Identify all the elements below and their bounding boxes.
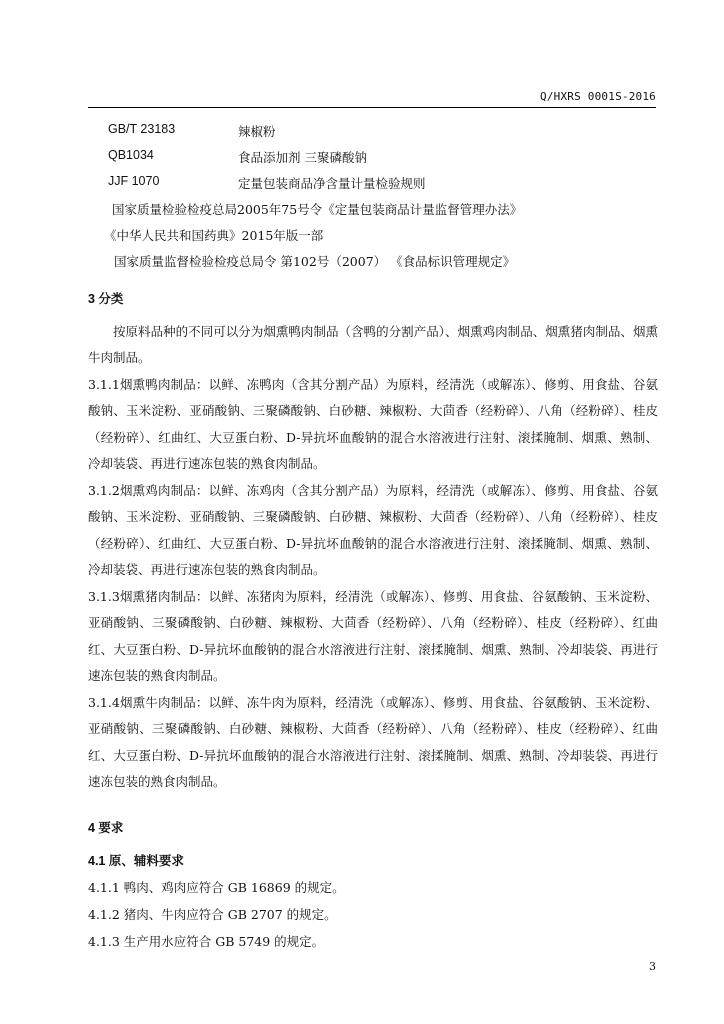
header-rule — [88, 107, 656, 108]
reference-name: 辣椒粉 — [238, 124, 276, 139]
paragraph: 3.1.3烟熏猪肉制品：以鲜、冻猪肉为原料，经清洗（或解冻）、修剪、用食盐、谷氨酸钠、玉米淀粉、亚硝酸钠、三聚磷酸钠、白砂糖、辣椒粉、大茴香（经粉碎）、八角（经粉碎）、桂皮（经粉碎）、红曲红、大豆蛋白粉、D-异抗坏血酸钠的混合水溶液进行注射、滚揉腌制、烟熏、熟制、冷却装袋、再进行速冻包装的熟食肉制品。 — [88, 589, 658, 684]
reference-code: QB1034 — [108, 148, 154, 162]
subsection-heading: 4.1 原、辅料要求 — [88, 854, 184, 868]
reference-name: 食品添加剂 三聚磷酸钠 — [238, 150, 367, 165]
regulation-reference: 国家质量检验检疫总局2005年75号令《定量包装商品计量监督管理办法》 — [112, 202, 523, 217]
page-number: 3 — [649, 960, 656, 973]
section-heading: 3 分类 — [88, 292, 124, 306]
paragraph: 3.1.1烟熏鸭肉制品：以鲜、冻鸭肉（含其分割产品）为原料，经清洗（或解冻）、修剪、用食盐、谷氨酸钠、玉米淀粉、亚硝酸钠、三聚磷酸钠、白砂糖、辣椒粉、大茴香（经粉碎）、八角（经粉碎）、桂皮（经粉碎）、红曲红、大豆蛋白粉、D-异抗坏血酸钠的混合水溶液进行注射、滚揉腌制、烟熏、熟制、冷却装袋、再进行速冻包装的熟食肉制品。 — [88, 377, 658, 472]
paragraph: 3.1.2烟熏鸡肉制品：以鲜、冻鸡肉（含其分割产品）为原料，经清洗（或解冻）、修剪、用食盐、谷氨酸钠、玉米淀粉、亚硝酸钠、三聚磷酸钠、白砂糖、辣椒粉、大茴香（经粉碎）、八角（经粉碎）、桂皮（经粉碎）、红曲红、大豆蛋白粉、D-异抗坏血酸钠的混合水溶液进行注射、滚揉腌制、烟熏、熟制、冷却装袋、再进行速冻包装的熟食肉制品。 — [88, 483, 658, 578]
reference-code: GB/T 23183 — [108, 122, 176, 136]
regulation-reference: 《中华人民共和国药典》2015年版一部 — [104, 228, 324, 243]
paragraph: 3.1.4烟熏牛肉制品：以鲜、冻牛肉为原料，经清洗（或解冻）、修剪、用食盐、谷氨酸钠、玉米淀粉、亚硝酸钠、三聚磷酸钠、白砂糖、辣椒粉、大茴香（经粉碎）、八角（经粉碎）、桂皮（经粉碎）、红曲红、大豆蛋白粉、D-异抗坏血酸钠的混合水溶液进行注射、滚揉腌制、烟熏、熟制、冷却装袋、再进行速冻包装的熟食肉制品。 — [88, 695, 658, 790]
requirement-item: 4.1.1 鸭肉、鸡肉应符合 GB 16869 的规定。 — [88, 880, 345, 895]
requirement-item: 4.1.2 猪肉、牛肉应符合 GB 2707 的规定。 — [88, 907, 337, 922]
standard-code-header: Q/HXRS 0001S-2016 — [540, 90, 656, 103]
paragraph: 按原料品种的不同可以分为烟熏鸭肉制品（含鸭的分割产品）、烟熏鸡肉制品、烟熏猪肉制品、烟熏牛肉制品。 — [88, 324, 658, 366]
requirement-item: 4.1.3 生产用水应符合 GB 5749 的规定。 — [88, 934, 325, 949]
section-heading: 4 要求 — [88, 821, 124, 835]
reference-name: 定量包装商品净含量计量检验规则 — [238, 176, 426, 191]
reference-code: JJF 1070 — [108, 174, 160, 188]
regulation-reference: 国家质量监督检验检疫总局令 第102号（2007） 《食品标识管理规定》 — [114, 254, 516, 269]
